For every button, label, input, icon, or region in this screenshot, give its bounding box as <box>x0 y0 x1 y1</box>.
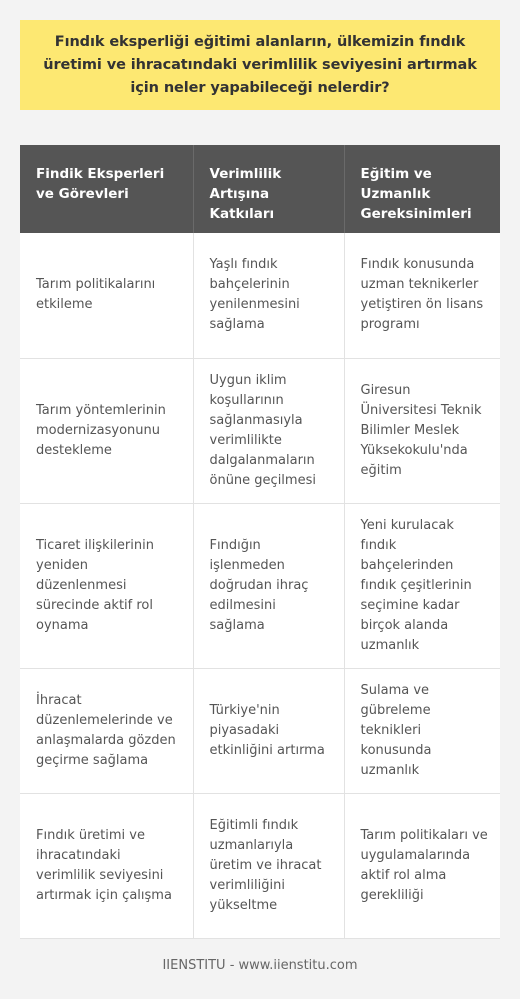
page-title: Fındık eksperliği eğitimi alanların, ülkemizin fındık üretimi ve ihracatındaki verimlilik seviyesini artırmak için neler yapabileceği nelerdir? <box>43 33 477 96</box>
table-cell: Tarım yöntemlerinin modernizasyonunu destekleme <box>20 358 193 503</box>
table-cell: Ticaret ilişkilerinin yeniden düzenlenmesi sürecinde aktif rol oynama <box>20 503 193 668</box>
table-cell: Yaşlı fındık bahçelerinin yenilenmesini sağlama <box>193 233 344 358</box>
table-cell: Yeni kurulacak fındık bahçelerinden fındık çeşitlerinin seçimine kadar birçok alanda uzmanlık <box>344 503 500 668</box>
table-cell: Giresun Üniversitesi Teknik Bilimler Meslek Yüksekokulu'nda eğitim <box>344 358 500 503</box>
table-row <box>20 358 500 503</box>
table-cell: İhracat düzenlemelerinde ve anlaşmalarda gözden geçirme sağlama <box>20 668 193 793</box>
column-header-contributions: Verimlilik Artışına Katkıları <box>193 145 344 233</box>
table-cell: Uygun iklim koşullarının sağlanmasıyla verimlilikte dalgalanmaların önüne geçilmesi <box>193 358 344 503</box>
table-cell: Türkiye'nin piyasadaki etkinliğini artırma <box>193 668 344 793</box>
table-cell: Fındığın işlenmeden doğrudan ihraç edilmesini sağlama <box>193 503 344 668</box>
table-row <box>20 793 500 938</box>
table-row <box>20 233 500 358</box>
footer-credit: IIENSTITU - www.iienstitu.com <box>162 958 358 973</box>
info-table <box>20 145 500 939</box>
table-cell: Eğitimli fındık uzmanlarıyla üretim ve ihracat verimliliğini yükseltme <box>193 793 344 938</box>
title-banner <box>20 20 500 110</box>
table-cell: Sulama ve gübreleme teknikleri konusunda uzmanlık <box>344 668 500 793</box>
table-cell: Tarım politikaları ve uygulamalarında aktif rol alma gerekliliği <box>344 793 500 938</box>
column-header-requirements: Eğitim ve Uzmanlık Gereksinimleri <box>344 145 500 233</box>
table-cell: Fındık konusunda uzman teknikerler yetiştiren ön lisans programı <box>344 233 500 358</box>
table-cell: Tarım politikalarını etkileme <box>20 233 193 358</box>
column-header-experts: Findik Eksperleri ve Görevleri <box>20 145 193 233</box>
table-row <box>20 668 500 793</box>
table-cell: Fındık üretimi ve ihracatındaki verimlilik seviyesini artırmak için çalışma <box>20 793 193 938</box>
table-row <box>20 503 500 668</box>
table-header-row <box>20 145 500 233</box>
